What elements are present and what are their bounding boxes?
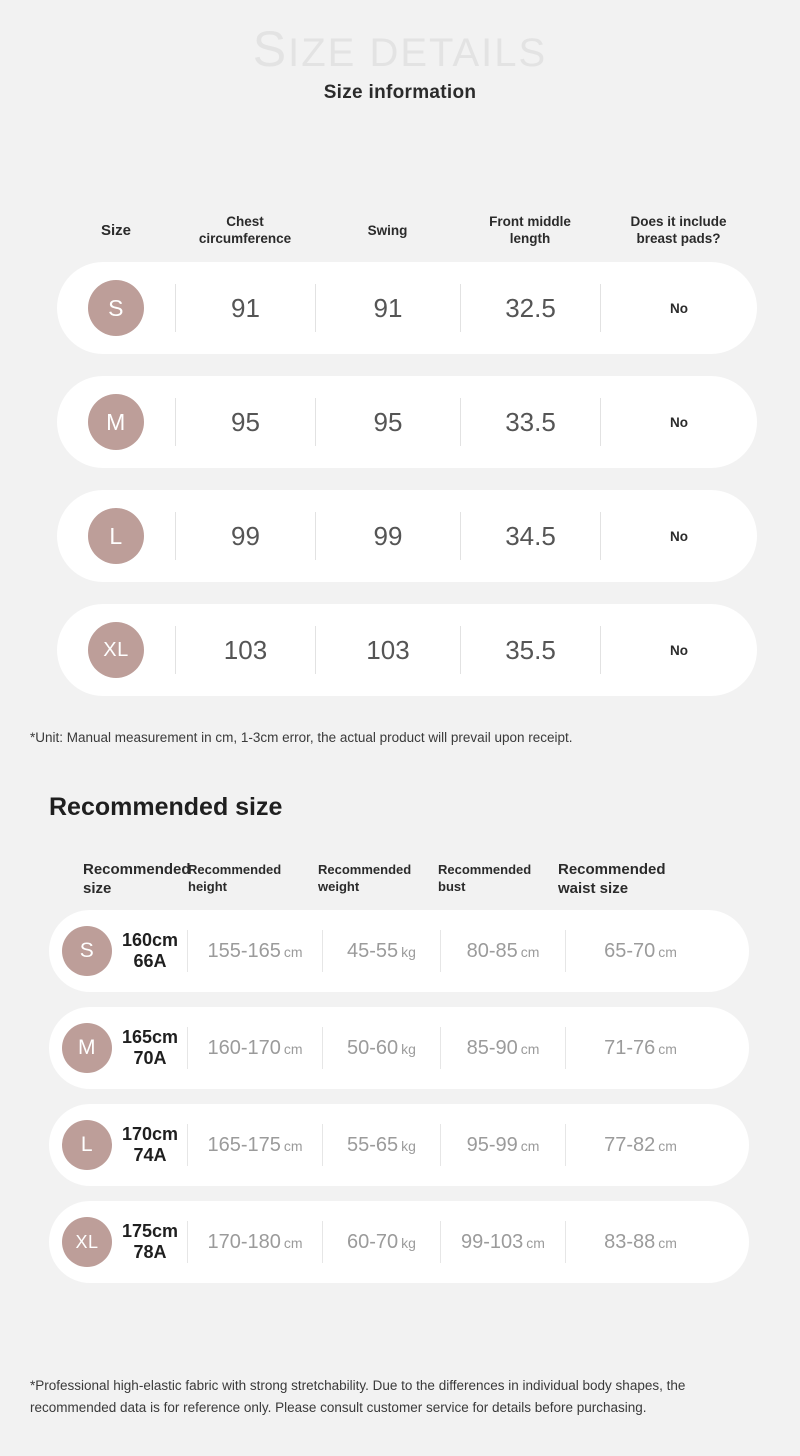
rec-waist-cell: [565, 1104, 715, 1186]
row-chest-cell: [175, 376, 315, 468]
rec-size-line1: 160cm: [121, 930, 179, 951]
rec-waist-cell: [565, 1007, 715, 1089]
rec-height-value: 155-165: [207, 939, 281, 962]
header-rheight-line1: Recommended: [188, 862, 282, 878]
row-swing-cell: [315, 262, 460, 354]
swing-value: 91: [373, 292, 403, 323]
chest-value: 99: [231, 520, 260, 551]
rec-size-text: [113, 1201, 187, 1283]
rec-waist-value: 77-82: [604, 1133, 656, 1156]
size-badge: M: [88, 394, 144, 450]
size-badge: M: [62, 1023, 112, 1073]
swing-value: 95: [373, 406, 403, 437]
header-rweight-line1: Recommended: [318, 862, 412, 878]
size-badge: S: [62, 926, 112, 976]
row-pads-cell: [600, 262, 757, 354]
size-badge: XL: [62, 1217, 112, 1267]
rec-size-line1: 170cm: [121, 1124, 179, 1145]
pads-value: No: [670, 414, 688, 430]
rec-bust-cell: [440, 1007, 565, 1089]
header-recommended-size: [49, 860, 191, 899]
rec-bust-cell: [440, 1201, 565, 1283]
rec-bust-unit: cm: [520, 1137, 540, 1154]
header-recommended-waist: [554, 860, 714, 899]
watermark-rest: IZE DETAILS: [288, 31, 548, 75]
header-front-middle-length: [460, 214, 600, 248]
table-row: [57, 604, 757, 696]
row-pads-cell: [600, 376, 757, 468]
header-swing: Swing: [367, 222, 408, 238]
row-size-badge-cell: [57, 280, 175, 336]
size-table-header-row: [57, 200, 757, 262]
chest-value: 91: [231, 292, 260, 323]
rec-size-line1: 175cm: [121, 1221, 179, 1242]
header-breast-pads: [600, 214, 757, 248]
list-item: [49, 1201, 749, 1283]
rec-height-value: 160-170: [207, 1036, 281, 1059]
size-badge: L: [88, 508, 144, 564]
row-pads-cell: [600, 604, 757, 696]
header-pads-line2: breast pads?: [636, 231, 721, 246]
header-rheight-line2: height: [188, 879, 227, 894]
rec-weight-unit: kg: [401, 1137, 416, 1154]
recommended-size-table: [49, 848, 749, 1298]
pads-value: No: [670, 300, 688, 316]
rec-size-text: [113, 1007, 187, 1089]
rec-weight-cell: [322, 910, 440, 992]
size-badge: S: [88, 280, 144, 336]
table-row: [57, 376, 757, 468]
rec-weight-value: 60-70: [347, 1230, 399, 1253]
header-rbust-line1: Recommended: [438, 862, 532, 878]
front-length-value: 32.5: [505, 292, 556, 323]
size-badge: XL: [88, 622, 144, 678]
size-table-note: *Unit: Manual measurement in cm, 1-3cm error, the actual product will prevail upon receipt.: [30, 730, 573, 745]
header-rsize-line2: size: [83, 880, 112, 897]
rec-weight-cell: [322, 1007, 440, 1089]
table-row: [57, 490, 757, 582]
rec-size-line1: 165cm: [121, 1027, 179, 1048]
row-size-badge-cell: [57, 622, 175, 678]
watermark-title: [0, 20, 800, 78]
rec-height-cell: [187, 910, 322, 992]
header-rweight-line2: weight: [318, 879, 360, 894]
rec-bust-cell: [440, 910, 565, 992]
row-front-cell: [460, 262, 600, 354]
rec-bust-value: 95-99: [466, 1133, 518, 1156]
rec-size-badge-cell: [49, 1104, 113, 1186]
pads-value: No: [670, 642, 688, 658]
rec-size-line2: 70A: [133, 1048, 167, 1068]
rec-height-cell: [187, 1201, 322, 1283]
rec-waist-unit: cm: [658, 1040, 677, 1057]
rec-height-cell: [187, 1104, 322, 1186]
rec-height-value: 165-175: [207, 1133, 281, 1156]
header-rwaist-line1: Recommended: [558, 860, 666, 878]
row-size-badge-cell: [57, 394, 175, 450]
rec-height-cell: [187, 1007, 322, 1089]
front-length-value: 35.5: [505, 634, 556, 665]
rec-waist-value: 83-88: [604, 1230, 656, 1253]
rec-height-unit: cm: [283, 1234, 303, 1251]
rec-height-unit: cm: [283, 943, 303, 960]
header-recommended-height: [184, 862, 314, 896]
pads-value: No: [670, 528, 688, 544]
row-chest-cell: [175, 262, 315, 354]
header-rsize-line1: Recommended: [83, 860, 191, 878]
header-size: Size: [100, 221, 131, 239]
rec-height-unit: cm: [283, 1040, 303, 1057]
recommended-header-row: [49, 848, 749, 910]
size-information-table: [57, 200, 757, 718]
rec-bust-unit: cm: [526, 1234, 545, 1251]
rec-weight-value: 50-60: [347, 1036, 399, 1059]
row-size-badge-cell: [57, 508, 175, 564]
watermark-first-letter: S: [252, 21, 289, 77]
front-length-value: 33.5: [505, 406, 556, 437]
rec-size-badge-cell: [49, 1007, 113, 1089]
rec-size-text: [113, 910, 187, 992]
header-recommended-weight: [314, 862, 434, 896]
header-chest-line1: Chest: [226, 214, 264, 230]
chest-value: 95: [231, 406, 260, 437]
row-front-cell: [460, 604, 600, 696]
rec-bust-value: 85-90: [466, 1036, 518, 1059]
rec-size-badge-cell: [49, 1201, 113, 1283]
row-swing-cell: [315, 490, 460, 582]
rec-bust-unit: cm: [520, 943, 540, 960]
rec-size-text: [113, 1104, 187, 1186]
row-front-cell: [460, 490, 600, 582]
list-item: [49, 1104, 749, 1186]
header-rwaist-line2: waist size: [558, 880, 629, 897]
rec-size-line2: 66A: [133, 951, 167, 971]
header-front-line2: length: [509, 231, 551, 246]
rec-bust-value: 80-85: [466, 939, 518, 962]
list-item: [49, 1007, 749, 1089]
swing-value: 99: [373, 520, 403, 551]
header-rbust-line2: bust: [438, 879, 466, 894]
size-badge: L: [62, 1120, 112, 1170]
header-front-line1: Front middle: [489, 214, 571, 230]
header-recommended-bust: [434, 862, 554, 896]
rec-weight-value: 45-55: [347, 939, 399, 962]
header-pads-line1: Does it include: [630, 214, 727, 230]
table-row: [57, 262, 757, 354]
rec-waist-value: 65-70: [604, 939, 656, 962]
list-item: [49, 910, 749, 992]
rec-size-line2: 74A: [133, 1145, 167, 1165]
rec-bust-cell: [440, 1104, 565, 1186]
rec-weight-unit: kg: [401, 1234, 416, 1251]
rec-weight-cell: [322, 1201, 440, 1283]
row-pads-cell: [600, 490, 757, 582]
rec-waist-value: 71-76: [604, 1036, 656, 1059]
rec-size-line2: 78A: [133, 1242, 167, 1262]
rec-height-unit: cm: [283, 1137, 303, 1154]
swing-value: 103: [366, 634, 410, 665]
front-length-value: 34.5: [505, 520, 556, 551]
rec-weight-unit: kg: [401, 1040, 416, 1057]
rec-weight-unit: kg: [401, 943, 416, 960]
rec-bust-unit: cm: [520, 1040, 540, 1057]
rec-bust-value: 99-103: [461, 1230, 524, 1253]
header-chest-circumference: [175, 214, 315, 248]
rec-waist-unit: cm: [658, 943, 677, 960]
chest-value: 103: [223, 634, 268, 665]
rec-weight-cell: [322, 1104, 440, 1186]
rec-weight-value: 55-65: [347, 1133, 399, 1156]
row-front-cell: [460, 376, 600, 468]
row-swing-cell: [315, 604, 460, 696]
recommended-size-title: Recommended size: [49, 793, 283, 821]
rec-size-badge-cell: [49, 910, 113, 992]
rec-height-value: 170-180: [207, 1230, 281, 1253]
row-chest-cell: [175, 604, 315, 696]
rec-waist-unit: cm: [658, 1234, 677, 1251]
row-chest-cell: [175, 490, 315, 582]
row-swing-cell: [315, 376, 460, 468]
recommended-size-note: *Professional high-elastic fabric with strong stretchability. Due to the differences in individual body shapes, the recommended data is for reference only. Please consult customer service for details before purchasing.: [30, 1378, 686, 1415]
rec-waist-unit: cm: [658, 1137, 677, 1154]
rec-waist-cell: [565, 1201, 715, 1283]
page-title: Size information: [323, 82, 477, 103]
header-chest-line2: circumference: [198, 231, 292, 246]
rec-waist-cell: [565, 910, 715, 992]
